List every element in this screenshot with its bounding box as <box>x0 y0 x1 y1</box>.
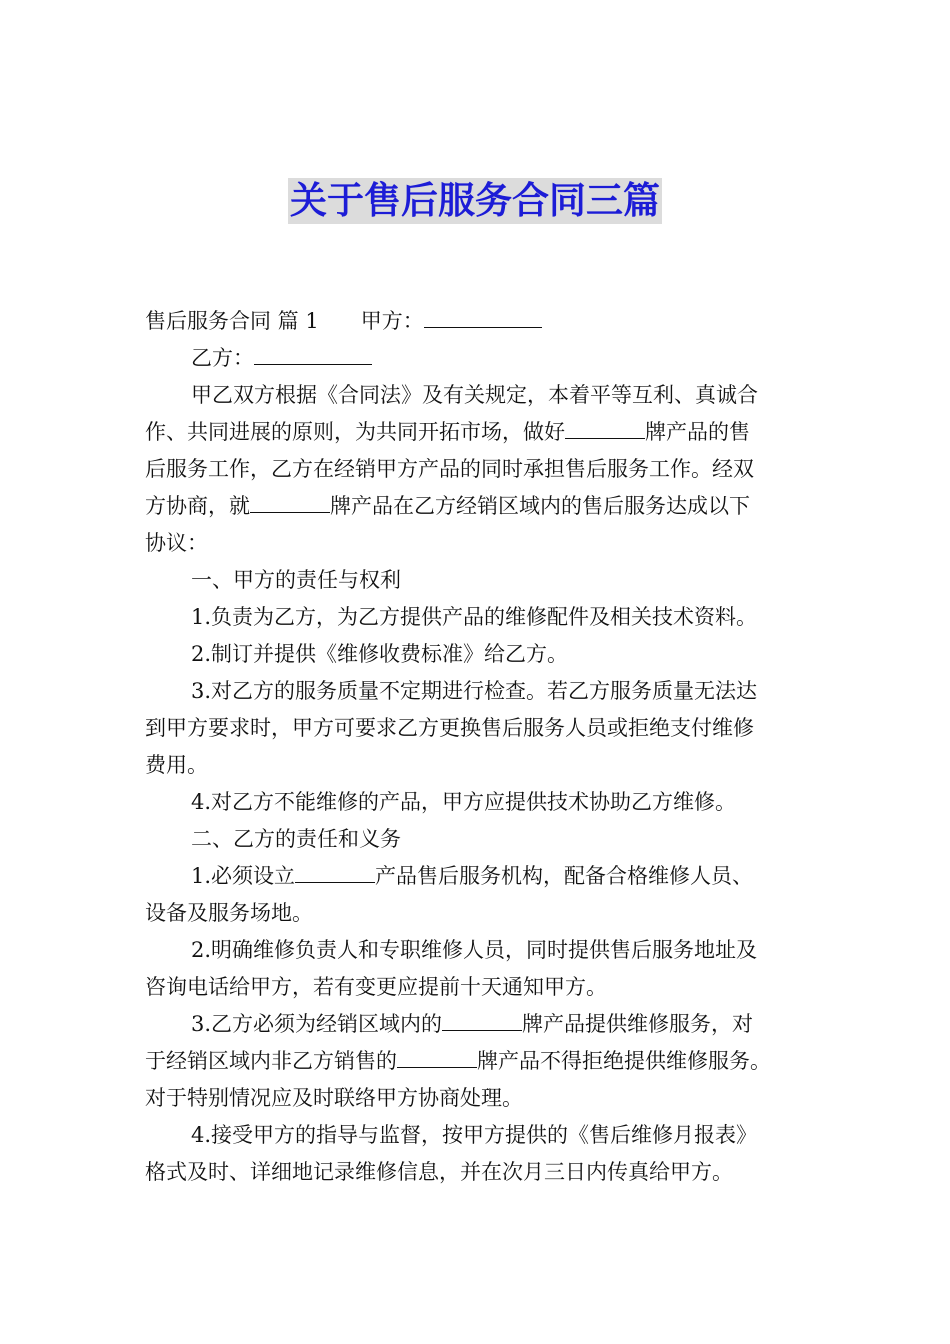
section1-heading: 一、甲方的责任与权利 <box>191 568 401 592</box>
party-b-blank <box>254 342 372 365</box>
brand-blank-4 <box>397 1045 477 1068</box>
title-container <box>0 178 950 224</box>
contract-header-line <box>145 303 815 340</box>
intro-line-3: 后服务工作，乙方在经销甲方产品的同时承担售后服务工作。经双 <box>145 457 754 481</box>
document-body <box>145 303 815 1191</box>
intro-line-5: 协议： <box>145 531 208 555</box>
section2-heading: 二、乙方的责任和义务 <box>191 827 401 851</box>
section2-item3-line3: 对于特别情况应及时联络甲方协商处理。 <box>145 1086 523 1110</box>
party-b-line <box>145 340 815 377</box>
party-b-label: 乙方： <box>191 346 254 370</box>
section2-item1-line2: 设备及服务场地。 <box>145 901 313 925</box>
section2-item1-line1: 1.必须设立 产品售后服务机构，配备合格维修人员、 <box>145 858 815 895</box>
section1-item3-line3: 费用。 <box>145 753 208 777</box>
section1-item2: 2.制订并提供《维修收费标准》给乙方。 <box>191 642 569 666</box>
party-a-label: 甲方： <box>360 309 424 333</box>
brand-blank-1 <box>565 416 645 439</box>
section2-item4-line2: 格式及时、详细地记录维修信息，并在次月三日内传真给甲方。 <box>145 1160 733 1184</box>
intro-line-2: 作、共同进展的原则，为共同开拓市场，做好 牌产品的售 <box>145 414 815 451</box>
section1-item3-line1: 3.对乙方的服务质量不定期进行检查。若乙方服务质量无法达 <box>191 679 758 703</box>
section1-item4: 4.对乙方不能维修的产品，甲方应提供技术协助乙方维修。 <box>191 790 737 814</box>
intro-line-4: 方协商，就 牌产品在乙方经销区域内的售后服务达成以下 <box>145 488 815 525</box>
section2-item2-line2: 咨询电话给甲方，若有变更应提前十天通知甲方。 <box>145 975 607 999</box>
brand-blank-3 <box>442 1008 522 1031</box>
section2-item3-line2: 于经销区域内非乙方销售的 牌产品不得拒绝提供维修服务。 <box>145 1043 815 1080</box>
section1-item1: 1.负责为乙方，为乙方提供产品的维修配件及相关技术资料。 <box>191 605 758 629</box>
document-title: 关于售后服务合同三篇 <box>290 179 660 222</box>
section2-item2-line1: 2.明确维修负责人和专职维修人员，同时提供售后服务地址及 <box>191 938 758 962</box>
section2-item3-line1: 3.乙方必须为经销区域内的 牌产品提供维修服务，对 <box>145 1006 815 1043</box>
section2-item4-line1: 4.接受甲方的指导与监督，按甲方提供的《售后维修月报表》 <box>191 1123 758 1147</box>
section1-item3-line2: 到甲方要求时，甲方可要求乙方更换售后服务人员或拒绝支付维修 <box>145 716 754 740</box>
contract-label: 售后服务合同 篇 1 <box>145 309 319 333</box>
party-a-blank <box>424 305 542 328</box>
product-blank <box>295 860 375 883</box>
intro-line-1: 甲乙双方根据《合同法》及有关规定，本着平等互利、真诚合 <box>191 383 758 407</box>
brand-blank-2 <box>250 490 330 513</box>
